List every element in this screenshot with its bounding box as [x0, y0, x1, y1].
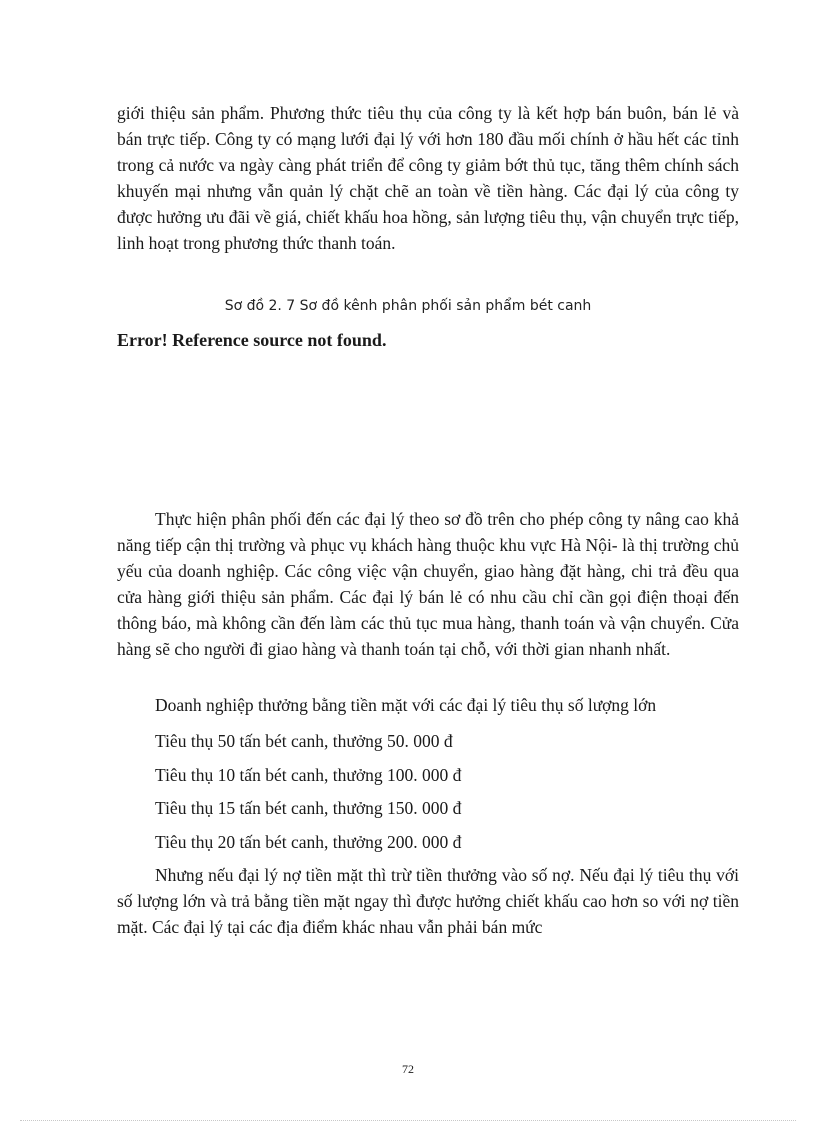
body-paragraph-distribution: giới thiệu sản phẩm. Phương thức tiêu thụ của công ty là kết hợp bán buôn, bán lẻ và bán trực tiếp. Công ty có mạng lưới đại lý với hơn 180 đầu mối chính ở hầu hết các tỉnh trong cả nước va ngày càng phát triển để công ty giảm bớt thủ tục, tăng thêm chính sách khuyến mại nhưng vẫn quản lý chặt chẽ an toàn về tiền hàng. Các đại lý của công ty được hưởng ưu đãi về giá, chiết khấu hoa hồng, sản lượng tiêu thụ, vận chuyển trực tiếp, linh hoạt trong phương thức thanh toán. [117, 103, 739, 253]
page-number: 72 [402, 1062, 414, 1076]
error-reference-text: Error! Reference source not found. [117, 330, 387, 350]
reward-item: Tiêu thụ 20 tấn bét canh, thưởng 200. 000 đ [155, 832, 462, 852]
reward-item: Tiêu thụ 15 tấn bét canh, thưởng 150. 000 đ [155, 798, 462, 818]
body-paragraph-debt: Nhưng nếu đại lý nợ tiền mặt thì trừ tiền thưởng vào số nợ. Nếu đại lý tiêu thụ với số lượng lớn và trả bằng tiền mặt ngay thì được hưởng chiết khấu cao hơn so với nợ tiền mặt. Các đại lý tại các địa điểm khác nhau vẫn phải bán mức [117, 865, 739, 937]
figure-caption: Sơ đồ 2. 7 Sơ đồ kênh phân phối sản phẩm bét canh [224, 298, 592, 314]
reward-intro: Doanh nghiệp thưởng bằng tiền mặt với các đại lý tiêu thụ số lượng lớn [155, 695, 657, 715]
page-bottom-divider [20, 1120, 796, 1121]
reward-item: Tiêu thụ 50 tấn bét canh, thưởng 50. 000 đ [155, 731, 453, 751]
body-paragraph-agents: Thực hiện phân phối đến các đại lý theo sơ đồ trên cho phép công ty nâng cao khả năng tiếp cận thị trường và phục vụ khách hàng thuộc khu vực Hà Nội- là thị trường chủ yếu của doanh nghiệp. Các công việc vận chuyển, giao hàng đặt hàng, chi trả đều qua cửa hàng giới thiệu sản phẩm. Các đại lý bán lẻ có nhu cầu chỉ cần gọi điện thoại đến thông báo, mà không cần đến làm các thủ tục mua hàng, thanh toán và vận chuyển. Cửa hàng sẽ cho người đi giao hàng và thanh toán tại chỗ, với thời gian nhanh nhất. [117, 509, 739, 659]
reward-item: Tiêu thụ 10 tấn bét canh, thưởng 100. 000 đ [155, 765, 462, 785]
